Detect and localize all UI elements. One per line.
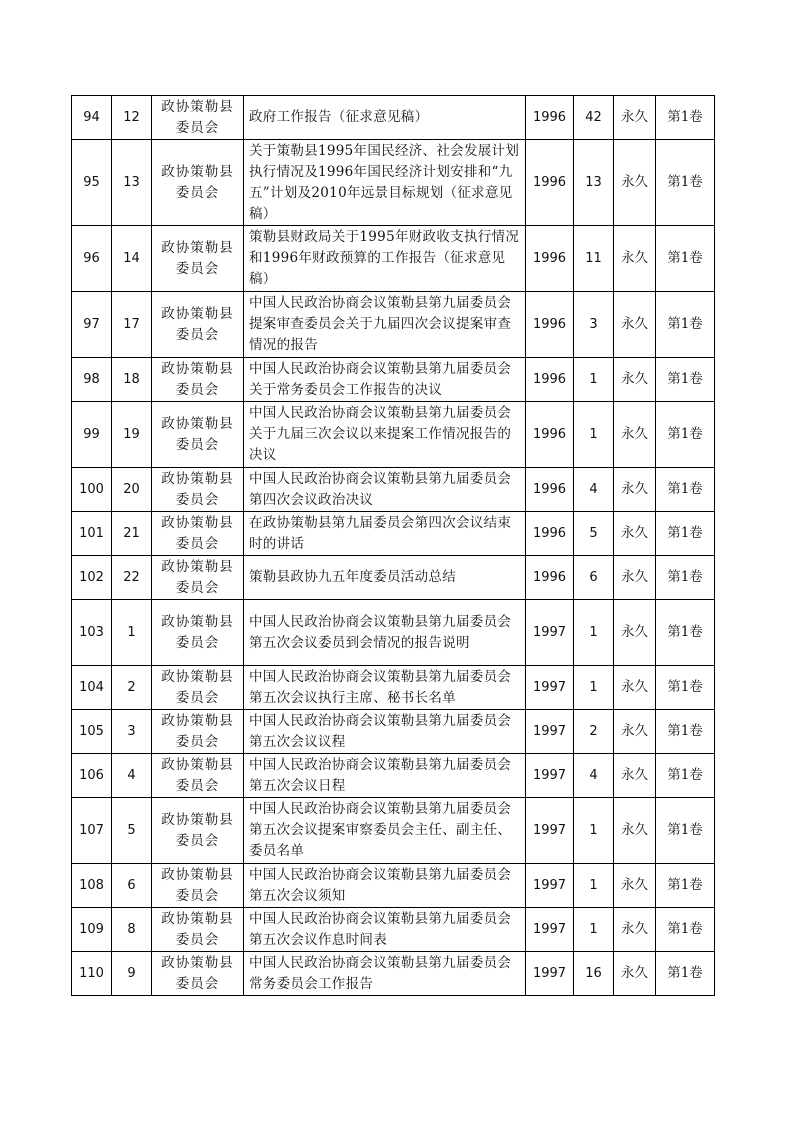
year-cell: 1996 [526, 96, 574, 140]
page-count-cell: 1 [574, 600, 614, 666]
row-number-cell: 95 [72, 140, 112, 226]
department-cell: 政协策勒县委员会 [152, 140, 244, 226]
year-cell: 1996 [526, 556, 574, 600]
document-title-cell: 策勒县财政局关于1995年财政收支执行情况和1996年财政预算的工作报告（征求意见稿） [244, 226, 526, 292]
item-number-cell: 19 [112, 402, 152, 468]
page-count-cell: 13 [574, 140, 614, 226]
year-cell: 1996 [526, 358, 574, 402]
department-cell: 政协策勒县委员会 [152, 952, 244, 996]
year-cell: 1996 [526, 402, 574, 468]
year-cell: 1996 [526, 468, 574, 512]
page-count-cell: 4 [574, 754, 614, 798]
table-row [72, 96, 715, 140]
volume-cell: 第1卷 [656, 140, 715, 226]
document-title-cell: 中国人民政治协商会议策勒县第九届委员会第四次会议政治决议 [244, 468, 526, 512]
table-row [72, 864, 715, 908]
document-title-cell: 中国人民政治协商会议策勒县第九届委员会第五次会议执行主席、秘书长名单 [244, 666, 526, 710]
document-title-cell: 中国人民政治协商会议策勒县第九届委员会第五次会议作息时间表 [244, 908, 526, 952]
department-cell: 政协策勒县委员会 [152, 358, 244, 402]
volume-cell: 第1卷 [656, 512, 715, 556]
document-title-cell: 中国人民政治协商会议策勒县第九届委员会第五次会议委员到会情况的报告说明 [244, 600, 526, 666]
table-row [72, 468, 715, 512]
document-title-cell: 中国人民政治协商会议策勒县第九届委员会关于常务委员会工作报告的决议 [244, 358, 526, 402]
retention-term-cell: 永久 [614, 666, 656, 710]
item-number-cell: 1 [112, 600, 152, 666]
item-number-cell: 6 [112, 864, 152, 908]
item-number-cell: 2 [112, 666, 152, 710]
table-row [72, 908, 715, 952]
item-number-cell: 17 [112, 292, 152, 358]
document-title-cell: 中国人民政治协商会议策勒县第九届委员会第五次会议日程 [244, 754, 526, 798]
page-count-cell: 6 [574, 556, 614, 600]
year-cell: 1997 [526, 600, 574, 666]
volume-cell: 第1卷 [656, 556, 715, 600]
page-count-cell: 16 [574, 952, 614, 996]
volume-cell: 第1卷 [656, 754, 715, 798]
year-cell: 1997 [526, 798, 574, 864]
volume-cell: 第1卷 [656, 402, 715, 468]
page-count-cell: 11 [574, 226, 614, 292]
department-cell: 政协策勒县委员会 [152, 556, 244, 600]
table-row [72, 754, 715, 798]
document-title-cell: 中国人民政治协商会议策勒县第九届委员会提案审查委员会关于九届四次会议提案审查情况的报告 [244, 292, 526, 358]
table-row [72, 798, 715, 864]
page-count-cell: 2 [574, 710, 614, 754]
page-count-cell: 1 [574, 402, 614, 468]
row-number-cell: 110 [72, 952, 112, 996]
table-row [72, 666, 715, 710]
table-row [72, 952, 715, 996]
table-row [72, 556, 715, 600]
row-number-cell: 97 [72, 292, 112, 358]
year-cell: 1997 [526, 666, 574, 710]
volume-cell: 第1卷 [656, 358, 715, 402]
retention-term-cell: 永久 [614, 468, 656, 512]
item-number-cell: 5 [112, 798, 152, 864]
item-number-cell: 9 [112, 952, 152, 996]
retention-term-cell: 永久 [614, 908, 656, 952]
item-number-cell: 20 [112, 468, 152, 512]
volume-cell: 第1卷 [656, 468, 715, 512]
row-number-cell: 96 [72, 226, 112, 292]
row-number-cell: 101 [72, 512, 112, 556]
department-cell: 政协策勒县委员会 [152, 226, 244, 292]
archive-catalog-page [71, 95, 714, 996]
retention-term-cell: 永久 [614, 864, 656, 908]
volume-cell: 第1卷 [656, 798, 715, 864]
page-count-cell: 5 [574, 512, 614, 556]
volume-cell: 第1卷 [656, 952, 715, 996]
table-row [72, 358, 715, 402]
year-cell: 1997 [526, 754, 574, 798]
department-cell: 政协策勒县委员会 [152, 292, 244, 358]
document-title-cell: 关于策勒县1995年国民经济、社会发展计划执行情况及1996年国民经济计划安排和“九五”计划及2010年远景目标规划（征求意见稿） [244, 140, 526, 226]
volume-cell: 第1卷 [656, 600, 715, 666]
document-title-cell: 中国人民政治协商会议策勒县第九届委员会第五次会议议程 [244, 710, 526, 754]
year-cell: 1996 [526, 292, 574, 358]
year-cell: 1996 [526, 226, 574, 292]
document-title-cell: 策勒县政协九五年度委员活动总结 [244, 556, 526, 600]
table-row [72, 710, 715, 754]
table-row [72, 402, 715, 468]
retention-term-cell: 永久 [614, 226, 656, 292]
item-number-cell: 4 [112, 754, 152, 798]
department-cell: 政协策勒县委员会 [152, 666, 244, 710]
item-number-cell: 21 [112, 512, 152, 556]
document-title-cell: 在政协策勒县第九届委员会第四次会议结束时的讲话 [244, 512, 526, 556]
page-count-cell: 1 [574, 864, 614, 908]
volume-cell: 第1卷 [656, 908, 715, 952]
department-cell: 政协策勒县委员会 [152, 754, 244, 798]
page-count-cell: 1 [574, 798, 614, 864]
page-count-cell: 1 [574, 358, 614, 402]
document-title-cell: 政府工作报告（征求意见稿） [244, 96, 526, 140]
year-cell: 1997 [526, 710, 574, 754]
retention-term-cell: 永久 [614, 512, 656, 556]
row-number-cell: 105 [72, 710, 112, 754]
retention-term-cell: 永久 [614, 754, 656, 798]
archive-catalog-table [71, 95, 715, 996]
retention-term-cell: 永久 [614, 96, 656, 140]
document-title-cell: 中国人民政治协商会议策勒县第九届委员会第五次会议须知 [244, 864, 526, 908]
retention-term-cell: 永久 [614, 556, 656, 600]
year-cell: 1997 [526, 908, 574, 952]
department-cell: 政协策勒县委员会 [152, 96, 244, 140]
row-number-cell: 100 [72, 468, 112, 512]
row-number-cell: 103 [72, 600, 112, 666]
retention-term-cell: 永久 [614, 292, 656, 358]
row-number-cell: 108 [72, 864, 112, 908]
volume-cell: 第1卷 [656, 864, 715, 908]
year-cell: 1997 [526, 952, 574, 996]
page-count-cell: 1 [574, 908, 614, 952]
table-row [72, 226, 715, 292]
retention-term-cell: 永久 [614, 358, 656, 402]
department-cell: 政协策勒县委员会 [152, 600, 244, 666]
volume-cell: 第1卷 [656, 96, 715, 140]
department-cell: 政协策勒县委员会 [152, 402, 244, 468]
retention-term-cell: 永久 [614, 798, 656, 864]
document-title-cell: 中国人民政治协商会议策勒县第九届委员会关于九届三次会议以来提案工作情况报告的决议 [244, 402, 526, 468]
table-row [72, 292, 715, 358]
row-number-cell: 98 [72, 358, 112, 402]
volume-cell: 第1卷 [656, 292, 715, 358]
department-cell: 政协策勒县委员会 [152, 468, 244, 512]
table-row [72, 512, 715, 556]
catalog-rows [72, 96, 715, 996]
item-number-cell: 3 [112, 710, 152, 754]
item-number-cell: 12 [112, 96, 152, 140]
document-title-cell: 中国人民政治协商会议策勒县第九届委员会常务委员会工作报告 [244, 952, 526, 996]
row-number-cell: 99 [72, 402, 112, 468]
retention-term-cell: 永久 [614, 402, 656, 468]
item-number-cell: 13 [112, 140, 152, 226]
item-number-cell: 14 [112, 226, 152, 292]
retention-term-cell: 永久 [614, 600, 656, 666]
retention-term-cell: 永久 [614, 952, 656, 996]
item-number-cell: 22 [112, 556, 152, 600]
row-number-cell: 104 [72, 666, 112, 710]
document-title-cell: 中国人民政治协商会议策勒县第九届委员会第五次会议提案审察委员会主任、副主任、委员名单 [244, 798, 526, 864]
table-row [72, 140, 715, 226]
department-cell: 政协策勒县委员会 [152, 864, 244, 908]
department-cell: 政协策勒县委员会 [152, 908, 244, 952]
page-count-cell: 1 [574, 666, 614, 710]
row-number-cell: 107 [72, 798, 112, 864]
year-cell: 1997 [526, 864, 574, 908]
department-cell: 政协策勒县委员会 [152, 512, 244, 556]
page-count-cell: 4 [574, 468, 614, 512]
year-cell: 1996 [526, 140, 574, 226]
volume-cell: 第1卷 [656, 666, 715, 710]
retention-term-cell: 永久 [614, 710, 656, 754]
row-number-cell: 106 [72, 754, 112, 798]
volume-cell: 第1卷 [656, 710, 715, 754]
year-cell: 1996 [526, 512, 574, 556]
row-number-cell: 109 [72, 908, 112, 952]
row-number-cell: 94 [72, 96, 112, 140]
volume-cell: 第1卷 [656, 226, 715, 292]
department-cell: 政协策勒县委员会 [152, 710, 244, 754]
retention-term-cell: 永久 [614, 140, 656, 226]
table-row [72, 600, 715, 666]
page-count-cell: 42 [574, 96, 614, 140]
department-cell: 政协策勒县委员会 [152, 798, 244, 864]
item-number-cell: 8 [112, 908, 152, 952]
row-number-cell: 102 [72, 556, 112, 600]
page-count-cell: 3 [574, 292, 614, 358]
item-number-cell: 18 [112, 358, 152, 402]
